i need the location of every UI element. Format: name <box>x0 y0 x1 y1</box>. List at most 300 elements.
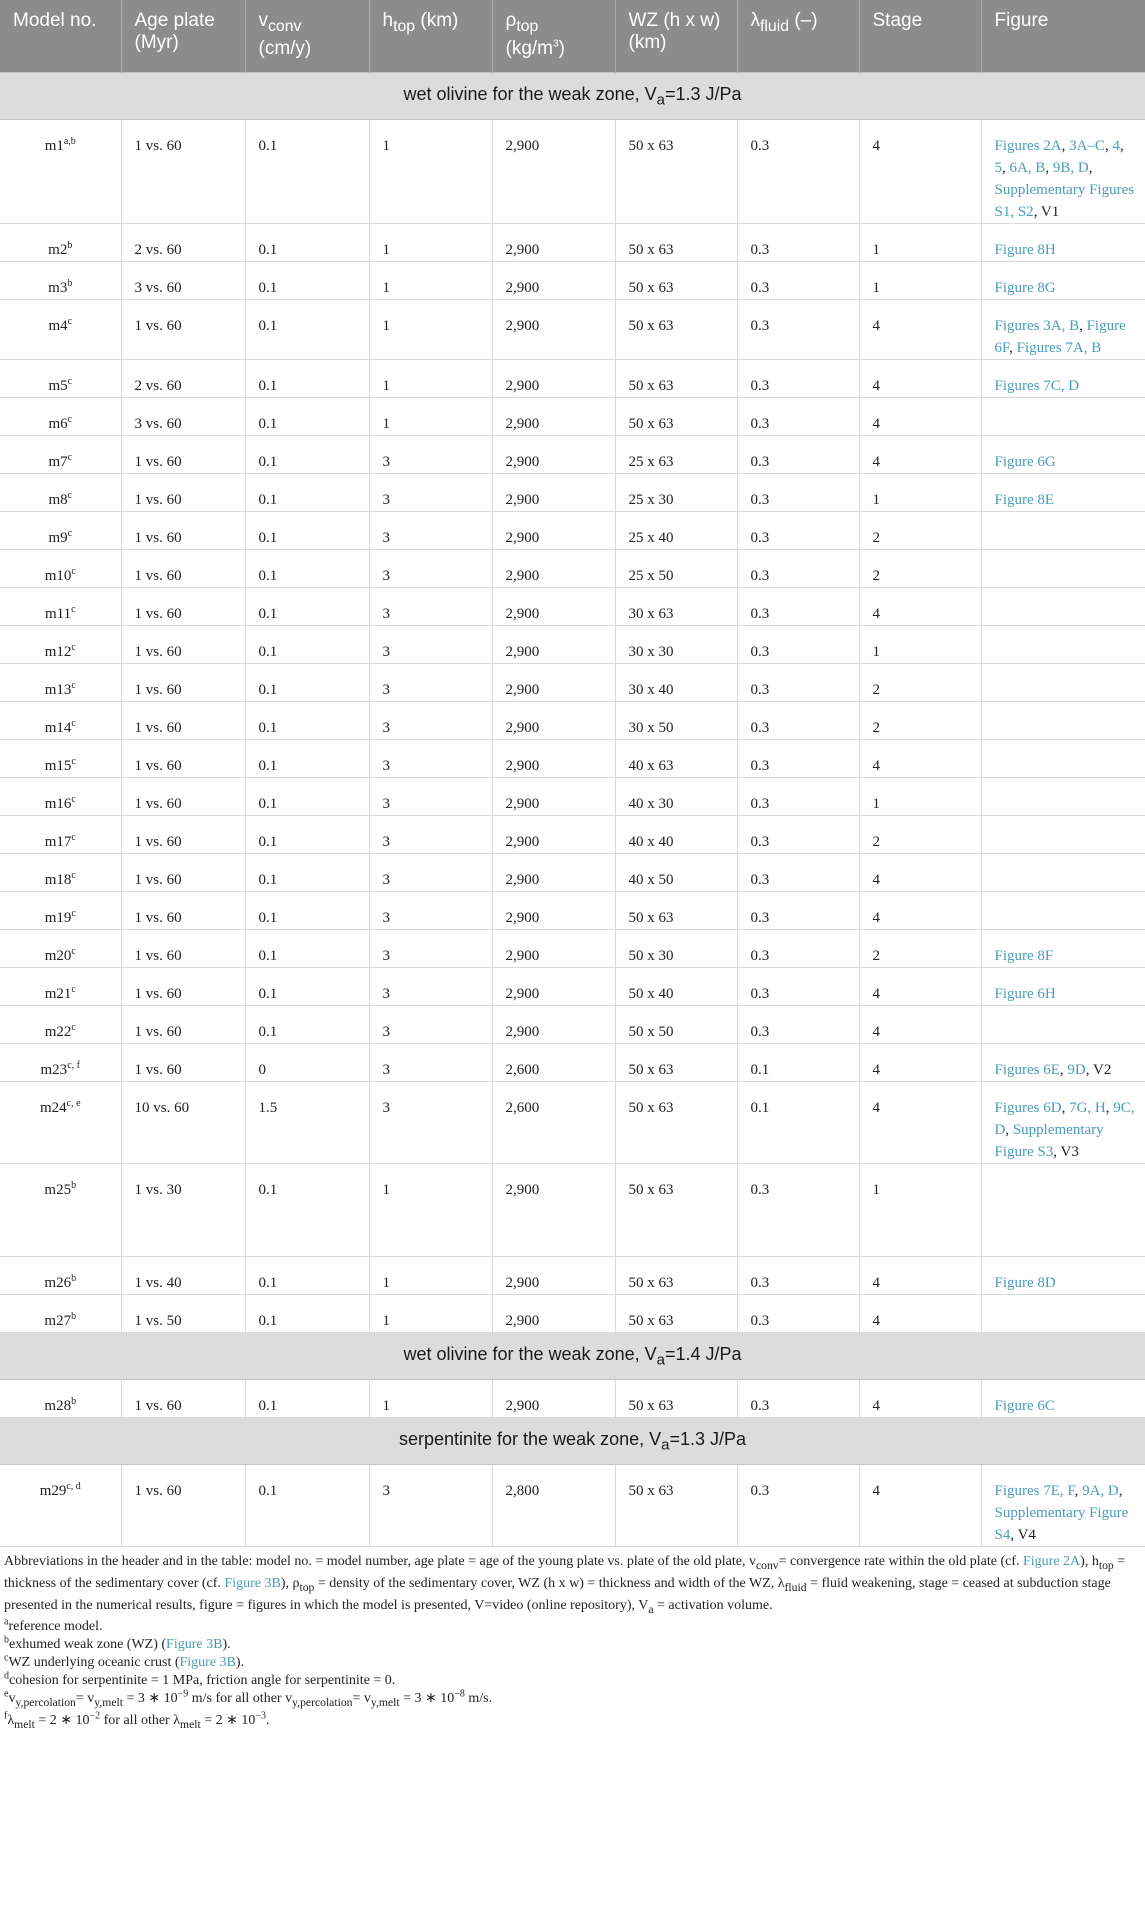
cell-h-top: 1 <box>369 1257 492 1295</box>
note-text: b <box>4 1634 9 1646</box>
cell-h-top: 3 <box>369 778 492 816</box>
figure-link[interactable]: Figure 6H <box>994 986 1056 1002</box>
table-row <box>0 968 1145 1006</box>
note-text: = 3 ∗ 10 <box>122 1691 178 1707</box>
cell-h-top: 3 <box>369 474 492 512</box>
note-text: y,melt <box>94 1696 123 1710</box>
footnote-a <box>4 1618 1141 1636</box>
figure-link[interactable]: Supplementary Figures S1, S2 <box>994 182 1135 220</box>
cell-rho-top: 2,900 <box>492 1164 615 1257</box>
cell-lambda-fluid: 0.1 <box>737 1044 859 1082</box>
table-row <box>0 892 1145 930</box>
figure-link[interactable]: Figure 3B <box>179 1655 236 1671</box>
figure-link[interactable]: Supplementary Figure S3 <box>994 1122 1104 1160</box>
figure-text: , <box>1045 160 1053 176</box>
cell-rho-top: 2,800 <box>492 1465 615 1547</box>
note-text: −3 <box>255 1710 267 1722</box>
cell-figure <box>981 1380 1145 1418</box>
figure-link[interactable]: Figures 7A, B <box>1016 340 1102 356</box>
cell-stage: 2 <box>859 664 981 702</box>
cell-v-conv: 0.1 <box>245 816 369 854</box>
cell-rho-top: 2,900 <box>492 436 615 474</box>
cell-lambda-fluid: 0.3 <box>737 512 859 550</box>
cell-figure <box>981 398 1145 436</box>
cell-model-no: m10$^c$ <box>0 550 121 588</box>
cell-lambda-fluid: 0.3 <box>737 1465 859 1547</box>
cell-model-no: m28$^b$ <box>0 1380 121 1418</box>
cell-v-conv: 0 <box>245 1044 369 1082</box>
cell-h-top: 3 <box>369 1044 492 1082</box>
cell-age-plate: 1 vs. 60 <box>121 588 245 626</box>
figure-link[interactable]: Figure 8H <box>994 242 1056 258</box>
figure-link[interactable]: Figure 6F <box>994 318 1126 356</box>
cell-lambda-fluid: 0.3 <box>737 740 859 778</box>
cell-lambda-fluid: 0.3 <box>737 778 859 816</box>
figure-link[interactable]: 9B, D <box>1052 160 1089 176</box>
cell-wz: 50 x 63 <box>615 224 737 262</box>
figure-link[interactable]: 7G, H <box>1069 1100 1106 1116</box>
cell-lambda-fluid: 0.3 <box>737 436 859 474</box>
figure-link[interactable]: Supplementary Figure S4 <box>994 1505 1129 1543</box>
cell-stage: 4 <box>859 588 981 626</box>
cell-age-plate: 1 vs. 60 <box>121 1044 245 1082</box>
figure-link[interactable]: Figure 8E <box>994 492 1055 508</box>
figure-link[interactable]: Figure 3B <box>224 1575 281 1591</box>
cell-h-top: 3 <box>369 854 492 892</box>
figure-link[interactable]: 9A, D <box>1082 1483 1119 1499</box>
note-text: = convergence rate within the old plate (cf. <box>778 1554 1023 1569</box>
cell-model-no: m26$^b$ <box>0 1257 121 1295</box>
cell-lambda-fluid: 0.3 <box>737 892 859 930</box>
cell-figure <box>981 816 1145 854</box>
cell-wz: 50 x 63 <box>615 398 737 436</box>
cell-age-plate: 1 vs. 60 <box>121 854 245 892</box>
cell-stage: 4 <box>859 1380 981 1418</box>
cell-rho-top: 2,900 <box>492 1257 615 1295</box>
cell-model-no: m18$^c$ <box>0 854 121 892</box>
cell-rho-top: 2,900 <box>492 816 615 854</box>
cell-v-conv: 0.1 <box>245 1257 369 1295</box>
cell-age-plate: 1 vs. 60 <box>121 968 245 1006</box>
cell-lambda-fluid: 0.3 <box>737 626 859 664</box>
figure-text: , <box>1104 138 1113 154</box>
figure-link[interactable]: 9C, D <box>994 1100 1135 1138</box>
cell-figure <box>981 1006 1145 1044</box>
cell-h-top: 3 <box>369 968 492 1006</box>
note-text: fluid <box>784 1580 807 1594</box>
figure-link[interactable]: 4 <box>1112 138 1120 154</box>
cell-age-plate: 1 vs. 60 <box>121 1465 245 1547</box>
cell-age-plate: 1 vs. 60 <box>121 512 245 550</box>
cell-stage: 4 <box>859 740 981 778</box>
cell-stage: 4 <box>859 968 981 1006</box>
table-row <box>0 474 1145 512</box>
figure-text: , V2 <box>1085 1062 1112 1078</box>
cell-model-no: m21$^c$ <box>0 968 121 1006</box>
figure-text: , <box>1088 160 1093 176</box>
cell-figure <box>981 1164 1145 1257</box>
note-text: = density of the sedimentary cover, WZ (h x w) = thickness and width of the WZ, λ <box>314 1575 785 1591</box>
cell-v-conv: 0.1 <box>245 588 369 626</box>
section-header <box>0 1333 1145 1380</box>
cell-wz: 50 x 63 <box>615 1257 737 1295</box>
figure-text: , <box>1005 1122 1013 1138</box>
cell-age-plate: 2 vs. 60 <box>121 224 245 262</box>
cell-lambda-fluid: 0.3 <box>737 1295 859 1333</box>
cell-figure <box>981 968 1145 1006</box>
cell-model-no: m24$^{c, e}$ <box>0 1082 121 1164</box>
cell-rho-top: 2,900 <box>492 702 615 740</box>
cell-figure <box>981 262 1145 300</box>
figure-link[interactable]: Figures 7C, D <box>994 378 1080 394</box>
cell-v-conv: 0.1 <box>245 224 369 262</box>
cell-rho-top: 2,600 <box>492 1044 615 1082</box>
cell-stage: 4 <box>859 1465 981 1547</box>
cell-stage: 4 <box>859 1257 981 1295</box>
cell-wz: 50 x 63 <box>615 892 737 930</box>
cell-h-top: 3 <box>369 512 492 550</box>
cell-model-no: m27$^b$ <box>0 1295 121 1333</box>
cell-wz: 30 x 30 <box>615 626 737 664</box>
cell-stage: 4 <box>859 1082 981 1164</box>
cell-rho-top: 2,900 <box>492 892 615 930</box>
cell-lambda-fluid: 0.3 <box>737 930 859 968</box>
cell-model-no: m5$^c$ <box>0 360 121 398</box>
figure-link[interactable]: Figure 6G <box>994 454 1056 470</box>
table-row <box>0 1006 1145 1044</box>
note-text: m/s for all other v <box>188 1691 293 1707</box>
note-text: e <box>4 1688 9 1700</box>
cell-stage: 2 <box>859 512 981 550</box>
cell-v-conv: 0.1 <box>245 664 369 702</box>
table-footnotes <box>0 1547 1145 1734</box>
cell-h-top: 1 <box>369 1380 492 1418</box>
cell-wz: 40 x 63 <box>615 740 737 778</box>
cell-v-conv: 0.1 <box>245 1164 369 1257</box>
cell-figure <box>981 588 1145 626</box>
cell-model-no: m11$^c$ <box>0 588 121 626</box>
cell-wz: 50 x 63 <box>615 1164 737 1257</box>
cell-model-no: m4$^c$ <box>0 300 121 360</box>
cell-rho-top: 2,900 <box>492 588 615 626</box>
cell-rho-top: 2,900 <box>492 626 615 664</box>
cell-h-top: 1 <box>369 398 492 436</box>
figure-link[interactable]: Figure 8D <box>994 1275 1056 1291</box>
note-text: ). <box>235 1655 245 1671</box>
cell-h-top: 3 <box>369 930 492 968</box>
cell-h-top: 3 <box>369 816 492 854</box>
note-text: ). <box>222 1637 231 1653</box>
cell-stage: 1 <box>859 626 981 664</box>
cell-v-conv: 0.1 <box>245 398 369 436</box>
footnote-f <box>4 1712 1141 1734</box>
cell-stage: 1 <box>859 1164 981 1257</box>
note-text: f <box>4 1710 8 1722</box>
cell-model-no: m15$^c$ <box>0 740 121 778</box>
cell-rho-top: 2,900 <box>492 474 615 512</box>
cell-figure <box>981 1295 1145 1333</box>
cell-h-top: 1 <box>369 360 492 398</box>
section-title: wet olivine for the weak zone, $V_a=1.3$ J/Pa <box>0 73 1145 120</box>
cell-figure <box>981 702 1145 740</box>
cell-wz: 40 x 50 <box>615 854 737 892</box>
cell-age-plate: 3 vs. 60 <box>121 262 245 300</box>
figure-link[interactable]: Figure 8G <box>994 280 1056 296</box>
note-text: a <box>648 1602 654 1616</box>
footnote-c <box>4 1654 1141 1672</box>
header-wz: WZ (h x w) (km) <box>615 0 737 73</box>
table-row <box>0 224 1145 262</box>
table-row <box>0 588 1145 626</box>
note-text: λ <box>7 1713 15 1729</box>
cell-stage: 1 <box>859 262 981 300</box>
cell-h-top: 3 <box>369 626 492 664</box>
note-text: m/s. <box>464 1691 493 1707</box>
cell-v-conv: 0.1 <box>245 1006 369 1044</box>
table-row <box>0 1082 1145 1164</box>
cell-age-plate: 1 vs. 60 <box>121 626 245 664</box>
header-stage: Stage <box>859 0 981 73</box>
header-lambda-fluid: $\lambda_{fluid}$ (–) <box>737 0 859 73</box>
cell-v-conv: 0.1 <box>245 626 369 664</box>
figure-text: , <box>1105 1100 1114 1116</box>
cell-stage: 1 <box>859 224 981 262</box>
cell-stage: 4 <box>859 360 981 398</box>
cell-wz: 25 x 40 <box>615 512 737 550</box>
cell-model-no: m25$^b$ <box>0 1164 121 1257</box>
cell-h-top: 1 <box>369 1295 492 1333</box>
section-header <box>0 1418 1145 1465</box>
note-text: v <box>8 1691 16 1707</box>
cell-stage: 2 <box>859 550 981 588</box>
table-row <box>0 262 1145 300</box>
cell-v-conv: 0.1 <box>245 300 369 360</box>
cell-rho-top: 2,900 <box>492 512 615 550</box>
note-text: reference model. <box>8 1619 103 1635</box>
figure-link[interactable]: Figures 6D <box>994 1100 1062 1116</box>
cell-stage: 2 <box>859 930 981 968</box>
figure-link[interactable]: Figure 2A <box>1023 1554 1081 1569</box>
figure-text: , <box>1002 160 1010 176</box>
figure-link[interactable]: 6A, B <box>1009 160 1046 176</box>
cell-model-no: m6$^c$ <box>0 398 121 436</box>
cell-model-no: m20$^c$ <box>0 930 121 968</box>
figure-text: , <box>1074 1483 1083 1499</box>
table-row <box>0 930 1145 968</box>
note-text: = v <box>75 1691 95 1707</box>
table-row <box>0 1164 1145 1257</box>
cell-h-top: 3 <box>369 892 492 930</box>
cell-lambda-fluid: 0.3 <box>737 702 859 740</box>
abbreviations-note <box>4 1553 1141 1618</box>
note-text: top <box>1098 1558 1114 1572</box>
figure-text: , <box>1061 1100 1070 1116</box>
table-row <box>0 1257 1145 1295</box>
cell-h-top: 3 <box>369 550 492 588</box>
cell-h-top: 3 <box>369 1006 492 1044</box>
figure-text: , <box>1061 138 1070 154</box>
cell-rho-top: 2,900 <box>492 550 615 588</box>
table-row <box>0 300 1145 360</box>
note-text: top <box>299 1580 315 1594</box>
figure-text: , V3 <box>1053 1144 1079 1160</box>
cell-model-no: m22$^c$ <box>0 1006 121 1044</box>
table-row <box>0 816 1145 854</box>
cell-age-plate: 1 vs. 60 <box>121 702 245 740</box>
cell-wz: 30 x 50 <box>615 702 737 740</box>
table-row <box>0 550 1145 588</box>
cell-wz: 50 x 50 <box>615 1006 737 1044</box>
table-body <box>0 73 1145 1547</box>
cell-figure <box>981 1257 1145 1295</box>
header-figure: Figure <box>981 0 1145 73</box>
cell-v-conv: 0.1 <box>245 892 369 930</box>
cell-lambda-fluid: 0.3 <box>737 550 859 588</box>
figure-text: , V4 <box>1010 1527 1036 1543</box>
cell-age-plate: 1 vs. 60 <box>121 778 245 816</box>
cell-wz: 50 x 63 <box>615 1082 737 1164</box>
figure-link[interactable]: Figures 2A <box>994 138 1062 154</box>
table-row <box>0 1380 1145 1418</box>
figure-link[interactable]: Figures 3A, B <box>994 318 1080 334</box>
cell-lambda-fluid: 0.3 <box>737 1164 859 1257</box>
cell-age-plate: 1 vs. 60 <box>121 740 245 778</box>
figure-text: , V1 <box>1033 204 1060 220</box>
table-row <box>0 1295 1145 1333</box>
cell-age-plate: 1 vs. 60 <box>121 436 245 474</box>
note-text: WZ underlying oceanic crust ( <box>8 1655 180 1671</box>
figure-link[interactable]: 9D <box>1067 1062 1086 1078</box>
cell-h-top: 3 <box>369 1082 492 1164</box>
cell-age-plate: 10 vs. 60 <box>121 1082 245 1164</box>
note-text: = 2 ∗ 10 <box>200 1713 256 1729</box>
cell-rho-top: 2,900 <box>492 224 615 262</box>
cell-wz: 40 x 30 <box>615 778 737 816</box>
cell-wz: 40 x 40 <box>615 816 737 854</box>
cell-model-no: m12$^c$ <box>0 626 121 664</box>
header-h-top: $h_{top}$ (km) <box>369 0 492 73</box>
note-text: cohesion for serpentinite = 1 MPa, friction angle for serpentinite = 0. <box>9 1673 396 1689</box>
cell-v-conv: 0.1 <box>245 740 369 778</box>
cell-stage: 4 <box>859 1295 981 1333</box>
cell-v-conv: 0.1 <box>245 930 369 968</box>
note-text: d <box>4 1670 9 1682</box>
note-text: y,melt <box>370 1696 400 1710</box>
cell-age-plate: 1 vs. 60 <box>121 816 245 854</box>
cell-figure <box>981 664 1145 702</box>
cell-rho-top: 2,900 <box>492 930 615 968</box>
cell-lambda-fluid: 0.1 <box>737 1082 859 1164</box>
cell-lambda-fluid: 0.3 <box>737 1380 859 1418</box>
note-text: for all other λ <box>100 1713 181 1729</box>
cell-figure <box>981 1044 1145 1082</box>
figure-link[interactable]: Figure 3B <box>166 1637 223 1653</box>
cell-age-plate: 1 vs. 60 <box>121 930 245 968</box>
figure-link[interactable]: 5 <box>994 160 1002 176</box>
cell-lambda-fluid: 0.3 <box>737 120 859 224</box>
cell-rho-top: 2,900 <box>492 398 615 436</box>
footnote-e <box>4 1690 1141 1712</box>
cell-wz: 30 x 40 <box>615 664 737 702</box>
cell-v-conv: 0.1 <box>245 120 369 224</box>
cell-wz: 50 x 63 <box>615 300 737 360</box>
cell-lambda-fluid: 0.3 <box>737 474 859 512</box>
cell-model-no: m16$^c$ <box>0 778 121 816</box>
cell-wz: 50 x 63 <box>615 1295 737 1333</box>
figure-text: , <box>1118 1483 1123 1499</box>
cell-rho-top: 2,900 <box>492 120 615 224</box>
cell-v-conv: 0.1 <box>245 360 369 398</box>
cell-rho-top: 2,900 <box>492 968 615 1006</box>
note-text: exhumed weak zone (WZ) ( <box>9 1637 167 1653</box>
cell-rho-top: 2,900 <box>492 1295 615 1333</box>
cell-v-conv: 0.1 <box>245 262 369 300</box>
figure-text: , <box>1009 340 1017 356</box>
note-text: y,percolation <box>15 1696 76 1710</box>
cell-age-plate: 1 vs. 40 <box>121 1257 245 1295</box>
cell-stage: 2 <box>859 702 981 740</box>
cell-figure <box>981 436 1145 474</box>
cell-age-plate: 1 vs. 60 <box>121 664 245 702</box>
table-row <box>0 740 1145 778</box>
cell-figure <box>981 1082 1145 1164</box>
figure-link[interactable]: Figures 6E <box>994 1062 1060 1078</box>
cell-lambda-fluid: 0.3 <box>737 588 859 626</box>
note-text: −9 <box>177 1688 189 1700</box>
cell-figure <box>981 512 1145 550</box>
cell-lambda-fluid: 0.3 <box>737 816 859 854</box>
header-age-plate: Age plate (Myr) <box>121 0 245 73</box>
cell-wz: 50 x 63 <box>615 1044 737 1082</box>
cell-h-top: 1 <box>369 262 492 300</box>
cell-v-conv: 0.1 <box>245 1380 369 1418</box>
cell-lambda-fluid: 0.3 <box>737 300 859 360</box>
cell-lambda-fluid: 0.3 <box>737 360 859 398</box>
cell-rho-top: 2,900 <box>492 262 615 300</box>
cell-rho-top: 2,900 <box>492 300 615 360</box>
cell-h-top: 1 <box>369 1164 492 1257</box>
cell-rho-top: 2,900 <box>492 778 615 816</box>
table-row <box>0 120 1145 224</box>
cell-wz: 50 x 63 <box>615 1380 737 1418</box>
cell-model-no: m1$^{a,b}$ <box>0 120 121 224</box>
note-text: ), h <box>1080 1554 1099 1569</box>
table-row <box>0 778 1145 816</box>
cell-v-conv: 0.1 <box>245 702 369 740</box>
cell-v-conv: 0.1 <box>245 436 369 474</box>
figure-link[interactable]: Figures 7E, F <box>994 1483 1075 1499</box>
figure-link[interactable]: 3A–C <box>1069 138 1105 154</box>
table-row <box>0 360 1145 398</box>
cell-stage: 2 <box>859 816 981 854</box>
cell-model-no: m9$^c$ <box>0 512 121 550</box>
cell-lambda-fluid: 0.3 <box>737 968 859 1006</box>
note-text: = fluid weakening, stage = ceased at subduction stage presented in the numerical results, figure = figures in which the model is presented, V=video (online repository), V <box>4 1575 1111 1613</box>
cell-age-plate: 3 vs. 60 <box>121 398 245 436</box>
cell-model-no: m19$^c$ <box>0 892 121 930</box>
table-row <box>0 512 1145 550</box>
cell-age-plate: 1 vs. 60 <box>121 1380 245 1418</box>
cell-stage: 4 <box>859 120 981 224</box>
note-text: conv <box>755 1558 779 1572</box>
cell-h-top: 3 <box>369 436 492 474</box>
cell-model-no: m8$^c$ <box>0 474 121 512</box>
figure-link[interactable]: Figure 6C <box>994 1398 1055 1414</box>
cell-lambda-fluid: 0.3 <box>737 262 859 300</box>
cell-age-plate: 1 vs. 50 <box>121 1295 245 1333</box>
cell-model-no: m13$^c$ <box>0 664 121 702</box>
figure-link[interactable]: Figure 8F <box>994 948 1054 964</box>
